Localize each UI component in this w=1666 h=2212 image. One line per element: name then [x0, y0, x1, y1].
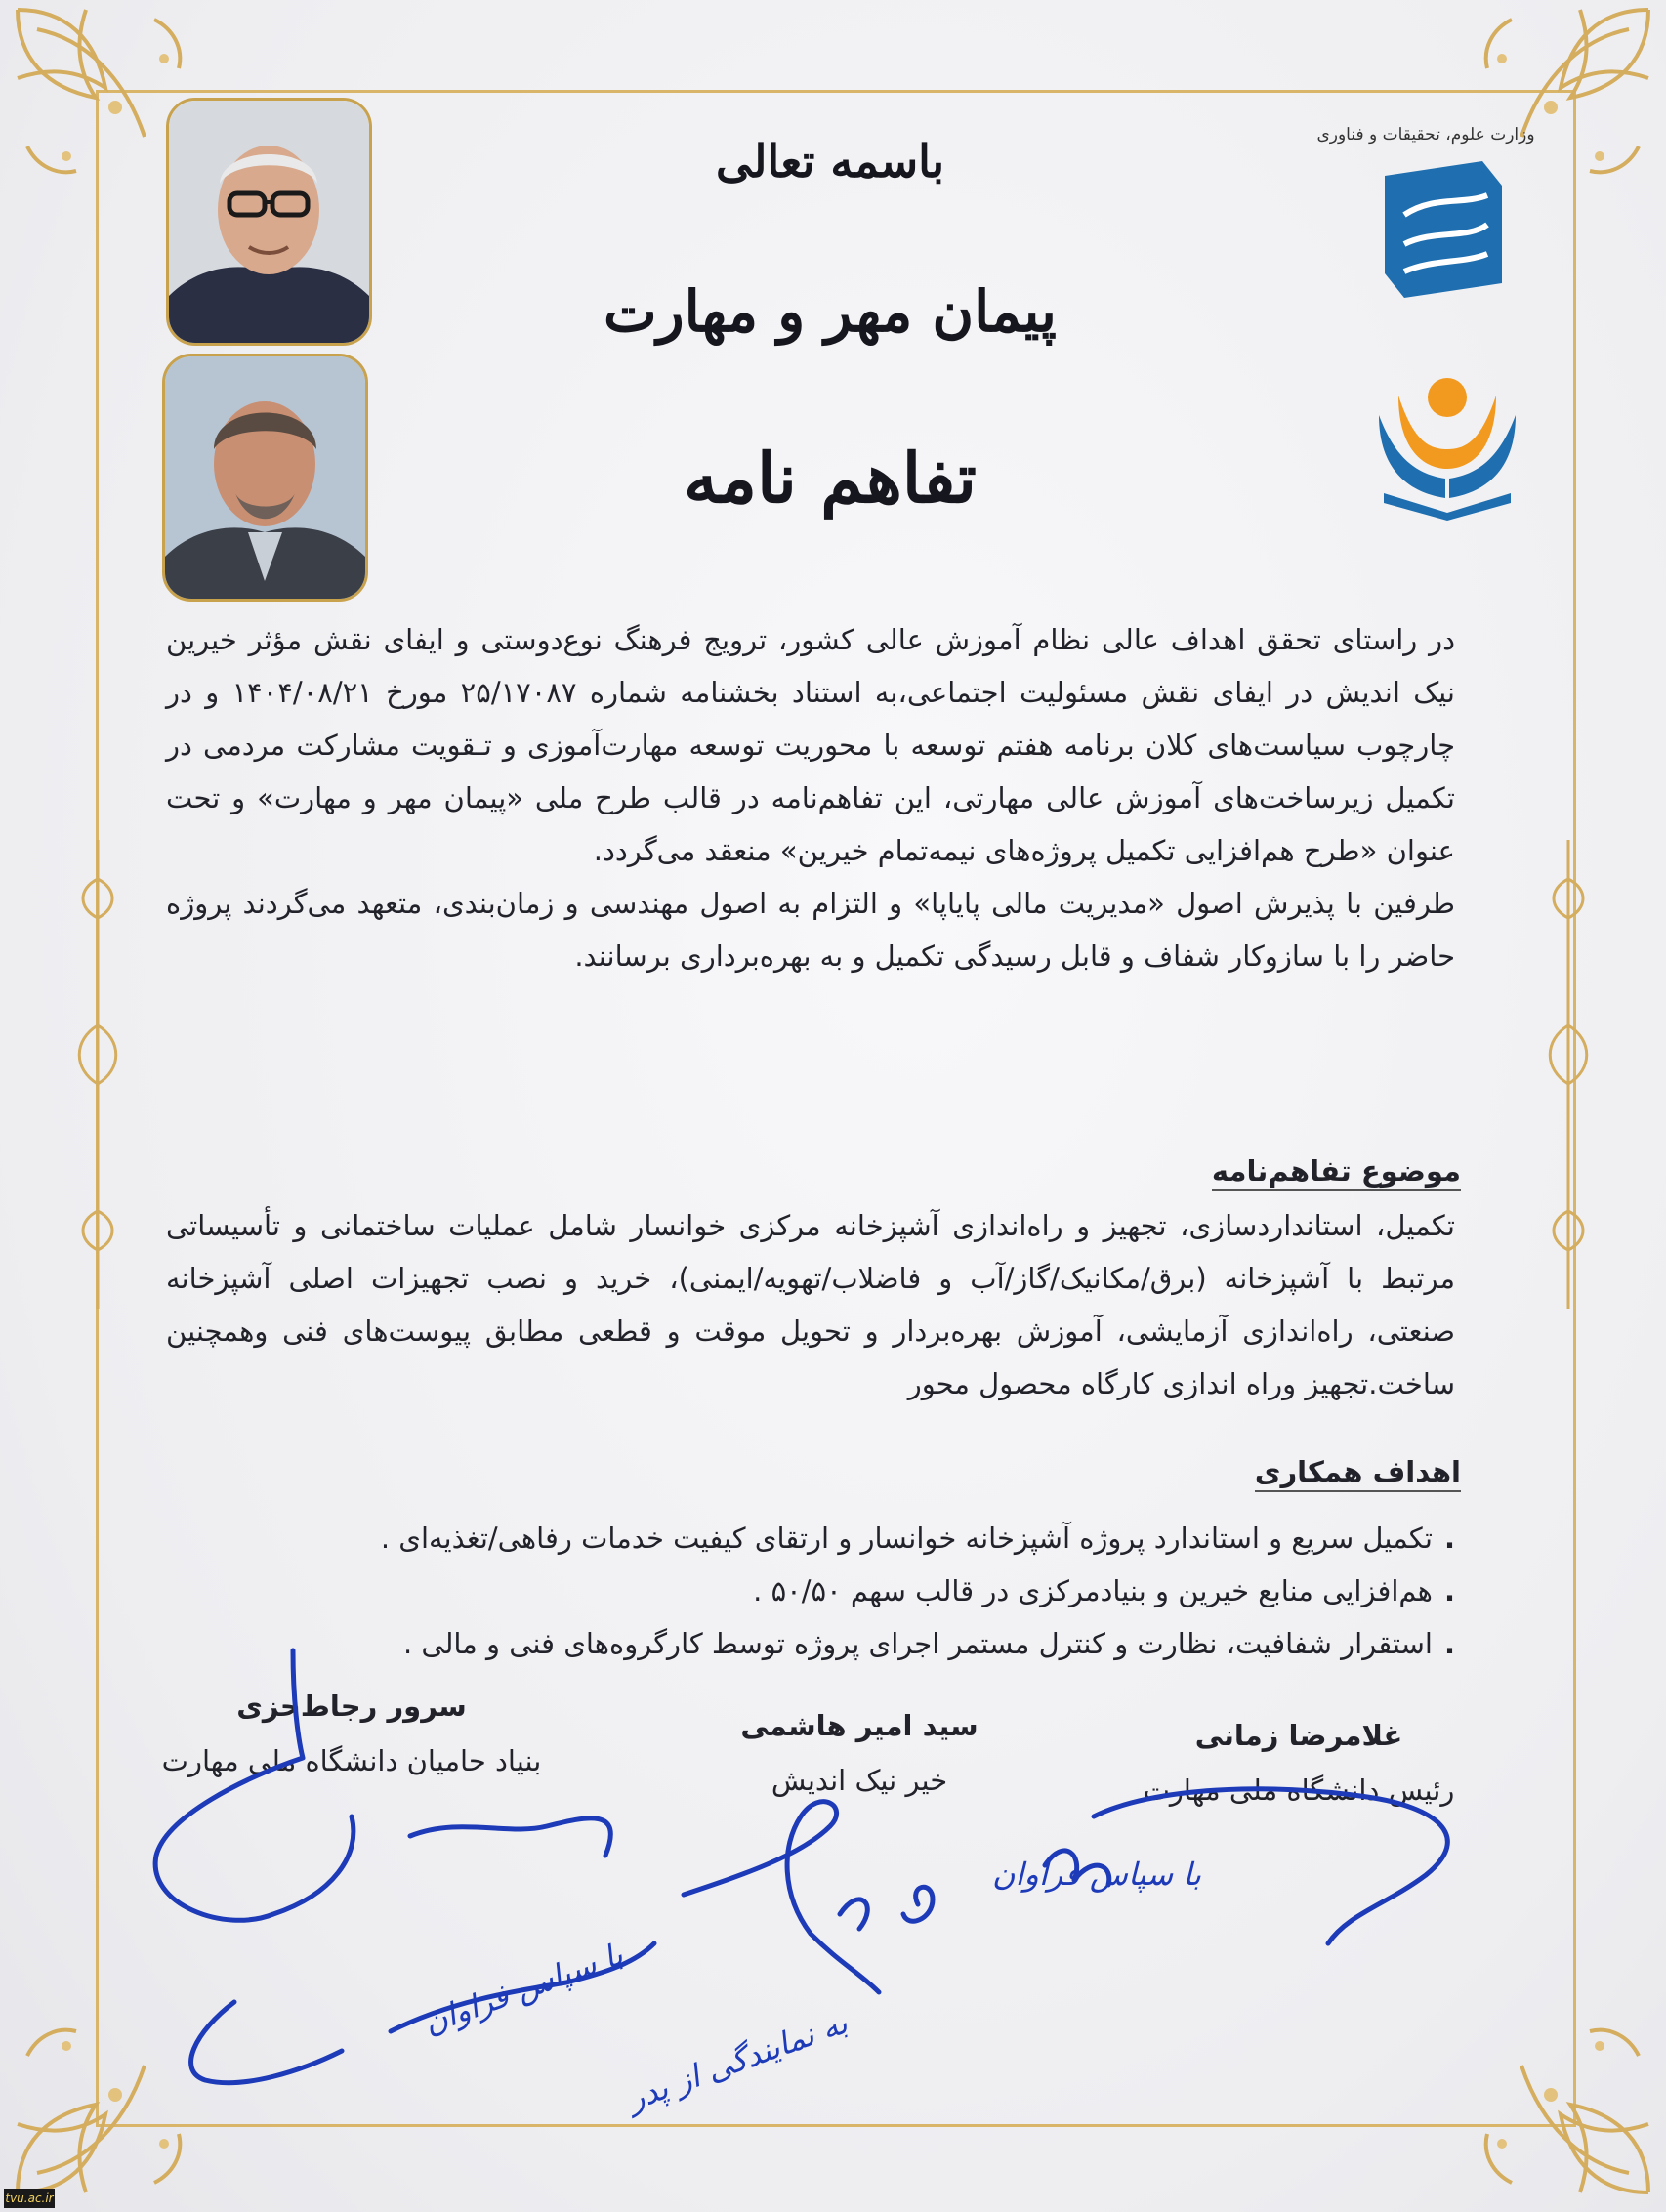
intro-paragraph-1: در راستای تحقق اهداف عالی نظام آموزش عالی کشور، ترویج فرهنگ نوع‌دوستی و ایفای نقش مؤثر خیرین نیک اندیش در ایفای نقش مسئولیت اجتماعی،به استناد بخشنامه شماره ۲۵/۱۷۰۸۷ مورخ ۱۴۰۴/۰۸/۲۱ و در چارچوب سیاست‌های کلان برنامه هفتم توسعه با محوریت توسعه مهارت‌آموزی و تـقویت مشارکت مردمی در تکمیل زیرساخت‌های آموزش عالی مهارتی، این تفاهم‌نامه در قالب طرح ملی «پیمان مهر و مهارت» و تحت عنوان «طرح هم‌افزایی تکمیل پروژه‌های نیمه‌تمام خیرین» منعقد می‌گردد.	[166, 623, 1455, 867]
handwritten-note-right: با سپاس فراوان	[992, 1856, 1201, 1893]
corner-ornament-bottom-left	[8, 1978, 232, 2202]
program-title: پیمان مهر و مهارت	[604, 278, 1057, 345]
handwritten-note-middle-2: به نمایندگی از پدر	[622, 2003, 853, 2118]
document-title: تفاهم نامه	[684, 438, 977, 519]
intro-section	[166, 613, 1455, 982]
goal-item: . تکمیل سریع و استاندارد پروژه آشپزخانه خوانسار و ارتقای کیفیت خدمات رفاهی/تغذیه‌ای .	[166, 1512, 1455, 1565]
signatory-university-president	[1113, 1719, 1484, 1807]
university-logo	[1375, 156, 1512, 303]
goals-title: اهداف همکاری	[1255, 1455, 1461, 1492]
corner-ornament-bottom-right	[1434, 1978, 1658, 2202]
intro-paragraph-2: طرفین با پذیرش اصول «مدیریت مالی پایاپا» و التزام به اصول مهندسی و زمان‌بندی، متعهد می‌گردند پروژه حاضر را با سازوکار شفاف و قابل رسیدگی تکمیل و به بهره‌برداری برسانند.	[166, 887, 1455, 973]
subject-title: موضوع تفاهم‌نامه	[1212, 1154, 1461, 1191]
signatory-role: بنیاد حامیان دانشگاه ملی مهارت	[161, 1744, 542, 1777]
signatory-foundation	[127, 1690, 576, 1777]
side-ornament-left	[68, 840, 127, 1309]
signatory-name: غلامرضا زمانی	[1194, 1719, 1403, 1752]
portrait-photo-man	[162, 354, 368, 602]
mehr-maharat-logo	[1369, 356, 1525, 522]
portrait-photo-elder	[166, 98, 372, 346]
goal-item: . هم‌افزایی منابع خیرین و بنیادمرکزی در قالب سهم ۵۰/۵۰ .	[166, 1565, 1455, 1617]
signatory-benefactor	[684, 1709, 1035, 1797]
ministry-name: وزارت علوم، تحقیقات و فناوری	[1316, 125, 1535, 145]
goal-item: . استقرار شفافیت، نظارت و کنترل مستمر اجرای پروژه توسط کارگروه‌های فنی و مالی .	[166, 1617, 1455, 1670]
source-watermark: tvu.ac.ir	[4, 2189, 55, 2208]
signatory-name: سرور رجاط‌حزی	[236, 1690, 467, 1723]
handwritten-note-middle-1: با سپاس فراوان	[418, 1935, 628, 2042]
goals-list	[166, 1512, 1455, 1670]
signatory-role: رئیس دانشگاه ملی مهارت	[1143, 1774, 1455, 1807]
signatory-role: خیر نیک اندیش	[771, 1764, 948, 1797]
invocation-heading: باسمه تعالی	[716, 135, 944, 188]
signatory-name: سید امیر هاشمی	[740, 1709, 979, 1742]
side-ornament-right	[1539, 840, 1598, 1309]
subject-text: تکمیل، استانداردسازی، تجهیز و راه‌اندازی آشپزخانه مرکزی خوانسار شامل عملیات ساختمانی و تأسیساتی مرتبط با آشپزخانه (برق/مکانیک/گاز/آب و فاضلاب/تهویه/ایمنی)، خرید و نصب تجهیزات اصلی آشپزخانه صنعتی، راه‌اندازی آزمایشی، آموزش بهره‌بردار و تحویل موقت و قطعی مطابق پیوست‌های فنی وهمچنین ساخت.تجهیز وراه اندازی کارگاه محصول محور	[166, 1209, 1455, 1400]
